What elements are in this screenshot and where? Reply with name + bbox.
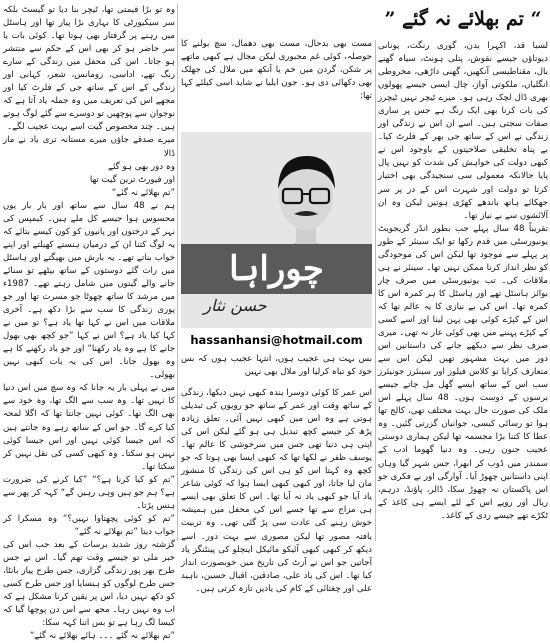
paragraph: ہم نے 48 سال سے ساتھ اور بار بار یوں محسوس ہوا جیسے کل ملے ہیں۔ کیمپس کی نہر کے درختوں اور پانیوں کو کون کیسے بتائے کہ یہ لوگ کتنا ان کے درمیان ہنستے کھیلتے اور اپنے خواب بناتے تھے۔ یہ بارش میں بھیگتے اور ہاسٹل میں رات گئے دوستوں کے ساتھ بیٹھے تو سنائے جانے والے گیتوں میں شامل رہتے تھے۔ 1987ء میں مرشد کا ساتھ چھوٹا جو مسرت تھا اور جو پوری زندگی کا سب سے بڑا دکھ ہے۔ آخری ملاقات میں اس نے کہا تھا یاد ہے؟ تو میں نے کہا کیا یاد ہے؟ اس نے کہا ”جو کچھ بھی بھول جانے کا ہے وہ یاد رکھنا“ اور جو یاد رکھنے کا ہے وہ بھول جانا۔ اس کی یہ بات کبھی نہیں بھولی۔ — [3, 200, 175, 381]
paragraph: ”تم کو کیا کرنا ہے؟“ ”کیا کرنے کی ضرورت ہے؟ ہم جو ہیں وہی رہیں گے“ کہہ کر پھر سے ہنس پڑتا۔ — [3, 474, 175, 511]
paragraph: ”تم کو کوئی پچھتاوا نہیں؟“ وہ مسکرا کر جواب دیتا ”تم بھلائے نہ گئے“ — [3, 513, 175, 537]
logo-banner — [181, 244, 372, 294]
column-logo — [181, 132, 372, 328]
column-divider-left — [177, 4, 178, 541]
paragraph: وہ دور بھی ہو گئے — [108, 161, 175, 172]
author-email-box — [181, 332, 372, 348]
paragraph: اور فیورٹ ترین گیت تھا — [89, 174, 175, 185]
article-column-left — [2, 4, 175, 642]
author-email: hassanhansi@hotmail.com — [190, 333, 363, 347]
paragraph: مست بھی بدحال، مست بھی دھمال، سچ بولنے کا حوصلہ، کوئی غم مجبوری لیکن مجال ہے کبھی ماتھے پر شکن، گردن میں خم یا آنکھ میں ملال کی جھلک بھی دکھائی دی ہو۔ جون ایلیا نے شاید اسی کیلئے کہا تھا: — [181, 39, 372, 102]
paragraph: میرے صدقے جاؤں میرے مستانہ تری یاد نے مار ڈالا — [3, 135, 175, 159]
author-name: حسن نثار — [203, 296, 267, 315]
couplet-text: بس بہت ہی عجیب ہوں، انتہا عجیب ہوں کہ بس خود کو تباہ کرلیا اور ملال بھی نہیں — [181, 354, 372, 378]
paragraph: میں نے پہلی بار یہ جانا کہ وہ سچ میں اس دنیا کا نہیں تھا۔ وہ سب سے الگ تھا، وہ خود سے بھی الگ تھا۔ کوئی نہیں جانتا تھا کہ اگلا لمحہ کیا کرے گا۔ جو اس کے ساتھ رہے وہ جانتے ہیں کہ اس جیسا کوئی نہیں اور اس جیسا کوئی نہیں ہو سکتا۔ وہ کبھی کسی کی نقل نہیں کر سکتا تھا۔ — [3, 383, 175, 472]
paragraph: گزشتہ روز شدید برسات کے بعد جب اس کی خبر ملی تو جیسے وقت تھم گیا۔ اس نے جس طرح بھر پور زندگی گزاری، جس طرح پیار بانٹا، جس طرح لوگوں کو ہنسایا اور جس طرح کسی کو دکھ نہیں دیا، اس پر یقین کرنا مشکل ہے کہ اب وہ نہیں رہا۔ مجھ سے اس دن پوچھا گیا کہ کیسا لگ رہا ہے تو بس اتنا کہہ سکا: — [3, 539, 175, 629]
paragraph: اس عمر کا کوئی دوسرا بندہ کبھی نہیں دیکھا، زندگی کے ساتھ وقت اور عمر کے ساتھ جو رویوں کی تبدیلی ہوتی ہے وہ اس میں کبھی نہیں آئی۔ تعلق زیادہ پڑھ کر جیسے کچھ تبدیل ہی ہو گئے لیکن اس کی اپنی ہی دنیا تھی جس میں سرخوشی کا عالم تھا۔ یوسف ظفر نے لکھا تھا کہ کبھی ایسا بھی ہوتا کہ جو کچھ وہ کہتا اس کو ہی اس کی زندگی کا منشور مان لیا جاتا، اور کبھی کبھی ایسا ہوا کہ کوئی شاعر یاد آیا جو کبھی یاد نہ آیا تھا۔ اس کا تعلق بھی ایسے ہی مزاج سے تھا جسے اس کی محفل میں ہمیشہ خوش رہنے کی عادت سی پڑ گئی تھی۔ وہ تربیت یافتہ مصور تھا لیکن مصوری سے بہت دور۔ اسے دیکھ کر کبھی کبھی آئیکو مائیکل اینجلو کی پینٹنگز یاد آجاتیں جو اس نے آرٹ کی تاریخ میں خوبصورت انداز کیا تھا۔ اس کی یاد علی، صادقین، اقبال حسین، ناہید علی اور چغتائی کے کام کی یادیں تازہ کرتی ہیں۔ — [181, 388, 372, 594]
article-headline: “ تم بھلائے نہ گئے ” — [384, 8, 542, 30]
column-divider-right — [375, 40, 376, 541]
paragraph: وہ تو بڑا قیمتی تھا، ٹیچر بنا دیا تو گیسٹ بلکہ سر سیکیورٹی کا بہاری بڑا پیار تھا اور ہاسٹل میں رہنے پر گرفتار بھی ہوتا تھا۔ کوئی بات یا سر حاضر ہو کر بھی اس کے حکم سے منتشر ہو جاتا۔ اس کی محفل میں زندگی کے سارے رنگ تھے، اداسی، رومانس، شعر، کہانی اور زندگی کے اس کے ساتھ جی کے فلرٹ کیا اور مجھے اس کی تعریف میں وہ جملہ یاد آتا ہے کہ نوجوان سے پوچھیں تو دوسرے سے گئے لوگ ہوتے ہیں۔ چند مخصوص گیت اسے بہت عجیب لگے۔ — [2, 5, 175, 133]
paragraph: تقریباً 48 سال پہلے جب بطور انڈر گریجویٹ یونیورسٹی میں قدم رکھا تو ایک سینئر کے طور پر پہلے سے موجود تھا لیکن اس کی موجودگی کو نظر انداز کرنا ممکن نہیں تھا۔ سینئر نے ہی ملاقات کی۔ تب یونیورسٹی میں صرف چار بوائز ہاسٹل تھے اور ہاسٹل کا ہر کمرہ اس کا کمرہ تھا۔ اس کی بے نیازی کا یہ عالم تھا کہ اس کے کپڑے کوئی بھی پہن لیتا اور اسے کسی کے کپڑے پہننے میں بھی کوئی عار نہ تھی۔ میری صرف نظر سے دیکھے جانے کی داستانیں اس دور میں بہت مشہور تھیں لیکن اس سے متعارف کرایا تو کلاس فیلوز اور سینئرز جونیئرز سب اس کے ساتھ ایسے گھل مل جاتے جیسے برسوں کے دوست ہوں۔ 48 سال پہلے اس ملک کی صورت حال بہت مختلف تھی، کالج تھا ہوا تو رسائی کیسی، جوانیاں گزرتی گئیں۔ وہ عطا کا کتنا بڑا مجسمہ تھا لیکن ہماری دوستی عجیب جنون رہی۔ وہ دنیا گھوما ادب کے سمندر میں ڈوب کر ابھرا، جس شہر گیا وہاں اپنی داستانیں چھوڑ آیا۔ آوارگی اور بے فکری جو اس پاکستان نہ چھوڑ سکا، ڈالر، پاؤنڈ، درہم، ریال اور روپے اس کے لئے ایسے ہی کاغذ کے ٹکڑے تھے جیسے ردی کے کاغذ۔ — [378, 223, 548, 521]
paragraph: لسبا قد، اکہرا بدن، گوری رنگت، یونانی دیوتاؤں جیسے نقوش، پتلی ہونٹ، سیاہ گھنے بال، مقناطیسی آنکھیں، گھنی داڑھی، مخروطی انگلیاں، ملکوتی آواز، چال ایسی جیسے پھولوں بھری ڈال لچک رہی ہو۔ میرے ٹیچر نہیں ٹیچرز کی بات کرنا بھی ایک رنگ ہے جس پر ساری صفات سجتی ہیں۔ اسے ان اس نے زندگی اور زندگی نے اس کے ساتھ جی بھر کے فلرٹ کیا۔ بے پناہ تخلیقی صلاحیتوں کے باوجود اس نے کبھی دولت کی خواہش کی شدت کو نہیں پال پایا حالانکہ معمولی سی سنجیدگی بھی اختیار کرتا تو دولت اور شہرت اس کے در پر سر جھکائے ہاتھ باندھے کھڑی ہوتیں لیکن وہ ان آلائشوں سے بے نیاز تھا۔ — [378, 41, 548, 221]
article-column-middle-bottom — [181, 387, 372, 594]
article-column-middle-top — [181, 38, 372, 128]
paragraph: ”تم بھلائے نہ گئے“ — [111, 187, 175, 198]
headline-box — [378, 2, 548, 36]
article-couplet — [181, 353, 372, 383]
paragraph: ”تم بھلائے نہ گئے ۔۔۔ ہائے بھلائے نہ گئے“ — [29, 631, 175, 642]
logo-brand-text: چوراہا — [229, 249, 324, 289]
article-column-right — [378, 40, 548, 542]
